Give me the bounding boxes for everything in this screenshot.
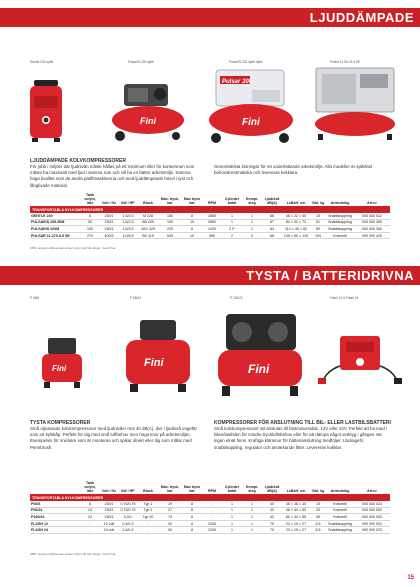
table-cell: 6 — [80, 213, 100, 219]
group-label: TRANSPORTABLA KYLKOMPRESSORER — [30, 207, 390, 213]
table-cell: Snabbkoppling — [326, 213, 354, 219]
table-cell: 4,0/5,5 — [118, 232, 138, 239]
model-cell: FLASH 12 — [30, 520, 80, 527]
table-cell: 230/1 — [100, 507, 118, 514]
table-cell: Kulventil — [326, 514, 354, 521]
table-cell: - — [80, 527, 100, 534]
model-cell: GENTLE 230 — [30, 213, 80, 219]
table-cell: - — [138, 520, 158, 527]
table-cell: 220 — [158, 226, 182, 233]
table-cell: - — [138, 527, 158, 534]
section-title: LJUDDÄMPADE — [309, 10, 414, 25]
gentle-compressor-image — [26, 76, 66, 146]
model-cell: P100/24 — [30, 514, 80, 521]
column-header: Cylinder antal — [222, 480, 242, 495]
table-cell: 1 — [222, 213, 242, 219]
svg-text:Fini: Fini — [248, 362, 270, 376]
table-cell: 30 — [158, 520, 182, 527]
table-cell: 230/1 — [100, 226, 118, 233]
table-cell: M 228 — [138, 213, 158, 219]
table-footnote: OBS: angiven luftleverans avser volym vid fritt utlopp, med 8 bar. — [30, 552, 117, 556]
table-cell: Typ 1 — [138, 501, 158, 507]
table-cell: 46 × 44 × 50 — [282, 507, 310, 514]
table-cell: 000 000 052 — [354, 507, 390, 514]
table-cell: 6 — [80, 501, 100, 507]
table-cell: 1,5/2,0 — [118, 213, 138, 219]
description-text: För jobb i miljöer där ljudnivån måste hållas på ett minimum eller för kontorsrum som måste ha maximalt med ljud i samma rum och vill ha en bättre arbetsmiljö. Samma höga kvalitet som de andra patiftmaskinerna och med ljuddämpande hövel i tyst och långlivade material. — [30, 164, 195, 188]
column-header: Max tryck bar — [182, 192, 202, 207]
table-cell: 2 — [242, 232, 262, 239]
table-cell: 1 — [222, 507, 242, 514]
column-header: Anslutning — [326, 480, 354, 495]
table-row — [30, 226, 390, 233]
table-cell: 24 — [80, 514, 100, 521]
table-cell: 2850 — [202, 213, 222, 219]
table-cell: 114 × 45 × 82 — [282, 226, 310, 233]
table-cell: 2250 — [202, 520, 222, 527]
table-cell: 8 — [182, 507, 202, 514]
column-header: Volt / Hz — [100, 480, 118, 495]
table-cell: 42 — [262, 514, 282, 521]
column-header: Art.nr — [354, 192, 390, 207]
table-cell: 1 — [222, 501, 242, 507]
svg-text:Fini: Fini — [242, 117, 260, 128]
description-text: Små oljeamade kolvkompressorer med ljudnivåer mot 40 dB(A), dvs i ljudnivå ungefär som ett kylskåp. Perfekt för dig med små luftbehov men höga krav på arbetsmiljön. Exempelvis för snickare som är monteras och spikar direkt eller dig som målar med Pennbrush. — [30, 426, 197, 450]
table-cell: 60 × 33 × 55 — [282, 514, 310, 521]
column-header: RPM — [202, 480, 222, 495]
table-cell: 19 — [158, 501, 182, 507]
table-cell: 100 — [80, 226, 100, 233]
table-cell: 1 — [242, 527, 262, 534]
description-title: LJUDDÄMPADE KOLVKOMPRESSORER — [30, 158, 126, 164]
table-cell: 40 — [262, 507, 282, 514]
table-cell: 64 — [262, 226, 282, 233]
column-header: RPM — [202, 192, 222, 207]
model-cell: PULSAR 11-270-5,5 SE — [30, 232, 80, 239]
p06-6-compressor-image — [32, 336, 92, 390]
column-header — [30, 192, 80, 207]
table-cell: 30 — [158, 527, 182, 534]
table-cell: 000 000 024 — [354, 501, 390, 507]
section-banner-ljuddampade — [0, 8, 420, 27]
table-cell: 8 — [182, 520, 202, 527]
table-row — [30, 219, 390, 226]
table-cell: Typ 20 — [138, 514, 158, 521]
flash-battery-compressor-image — [318, 326, 402, 386]
table-cell: 8,5 — [310, 527, 326, 534]
table-cell: 1 — [242, 501, 262, 507]
spec-table — [30, 192, 390, 239]
product-caption: Pulsar 11 510-5,5 SE — [330, 60, 361, 64]
table-cell: 950 — [202, 232, 222, 239]
column-header: Ljudnivå dB(A) — [262, 480, 282, 495]
table-cell: Kulventil — [326, 507, 354, 514]
table-cell: BK 119 — [138, 232, 158, 239]
column-header: Kompr. steg — [242, 480, 262, 495]
table-cell: 84 × 32 × 72 — [282, 219, 310, 226]
model-cell: P06/24 — [30, 507, 80, 514]
model-cell: PULSAR/S 220M — [30, 226, 80, 233]
table-row — [30, 232, 390, 239]
table-cell: 66 — [262, 213, 282, 219]
column-header: kW / HP — [118, 192, 138, 207]
table-cell: AB 205 — [138, 219, 158, 226]
description-text: Små kolvkompressorer att anslutas till fästmotorsidde. 12V eller 24V. Perfekt att ha med i bilen/lastbilen för mindre tryckluftsbehov eller för att dämpa något verktyg i gången när ingen elnät finns. Kraftiga klämmor för batterianslutning medföljer. Läckagefri, snabbkoppling, regulator och anvärkande fitter. Levereras kokklar. — [214, 426, 387, 450]
table-cell: 230/1 — [100, 501, 118, 507]
table-cell: 8 — [182, 213, 202, 219]
pulsar-11-compressor-image — [310, 66, 400, 142]
table-cell: Snabbkoppling — [326, 527, 354, 534]
table-cell: 40 — [262, 501, 282, 507]
table-cell: 135 × 60 × 120 — [283, 233, 309, 238]
column-header: Volt / Hz — [100, 192, 118, 207]
product-caption: Pulsar/S 220 dyfel — [128, 60, 154, 64]
svg-text:Fini: Fini — [140, 116, 156, 126]
table-cell: 8 — [182, 527, 202, 534]
table-cell: 50 — [80, 219, 100, 226]
column-header: Ljudnivå dB(A) — [262, 192, 282, 207]
table-header-row — [30, 192, 390, 207]
table-row — [30, 520, 390, 527]
spec-table — [30, 480, 390, 534]
description-title: KOMPRESSORER FÖR ANSLUTNING TILL BIL- ELLER LASTBILSBATTERI — [214, 420, 391, 426]
table-cell: 8,5 — [310, 520, 326, 527]
table-cell: 1 — [242, 219, 262, 226]
table-cell: 15 — [310, 213, 326, 219]
column-header: Tank volym, liter — [80, 480, 100, 495]
table-cell: 270 — [80, 232, 100, 239]
table-cell: 230/1 — [100, 213, 118, 219]
product-caption: Flash 12 & Flash 24 — [330, 296, 359, 300]
table-footnote: OBS: angiven luftleverans avser volym vid fritt utlopp, med 8 bar. — [30, 246, 117, 250]
table-cell: 150 — [158, 213, 182, 219]
table-cell: 1 — [222, 219, 242, 226]
table-cell: 38 × 38 × 35 — [282, 501, 310, 507]
column-header: Cylinder antal — [222, 192, 242, 207]
column-header: Max. tryck, bar — [158, 480, 182, 495]
table-cell: 000 000 012 — [354, 213, 390, 219]
table-cell: 74 — [158, 514, 182, 521]
description-text: Genomtänkta lösningar för ett underlättande arbetsmiljö. Alla modeller är självfast behovstreatmatiska och levereras kokklara. — [214, 164, 373, 176]
model-cell: PULSAR/S 205-50M — [30, 219, 80, 226]
group-label: TRANSPORTABLA KYLKOMPRESSORER — [30, 495, 390, 501]
table-cell: - — [202, 507, 222, 514]
svg-text:Fini: Fini — [52, 364, 67, 373]
table-cell: 1 — [242, 520, 262, 527]
table-cell: 0,4/0,3 — [118, 520, 138, 527]
table-cell: 8 — [182, 226, 202, 233]
table-cell: VAX 329 — [138, 226, 158, 233]
svg-text:Pulsar 300: Pulsar 300 — [222, 79, 253, 85]
table-cell: 1,5/2,5 — [118, 226, 138, 233]
pulsar-300-compressor-image — [206, 68, 296, 144]
table-cell: Kulventil — [326, 232, 354, 239]
table-cell: 23 × 19 × 27 — [282, 520, 310, 527]
p100-24-compressor-image — [212, 310, 308, 400]
column-header: Tank volym, liter — [80, 192, 100, 207]
table-cell: 1 — [242, 514, 262, 521]
table-cell: 10 — [310, 501, 326, 507]
column-header: Max tryck bar — [182, 480, 202, 495]
table-cell: 75 — [262, 527, 282, 534]
product-caption: P 06/24 — [130, 296, 141, 300]
table-cell: 12 volt — [100, 520, 118, 527]
table-row — [30, 527, 390, 534]
table-cell: 0,5/1 — [118, 514, 138, 521]
column-header: Vikt, kg — [310, 480, 326, 495]
column-header: Anslutning — [326, 192, 354, 207]
table-cell: 2850 — [202, 219, 222, 226]
table-cell: 0,75/0,75 — [118, 507, 138, 514]
model-cell: FLASH 24 — [30, 527, 80, 534]
table-cell: 23 × 19 × 27 — [282, 527, 310, 534]
table-cell: 1420 — [202, 226, 222, 233]
table-cell: 1 — [242, 507, 262, 514]
table-cell: 000 000 355 — [354, 226, 390, 233]
table-cell: 000 000 022 — [354, 520, 390, 527]
table-cell: 20 — [310, 507, 326, 514]
table-cell: 66 — [262, 232, 282, 239]
table-cell: 194 — [310, 232, 326, 239]
table-cell: 1 — [242, 226, 262, 233]
table-cell: 8 — [182, 514, 202, 521]
table-cell: 10 — [182, 219, 202, 226]
column-header — [30, 480, 80, 495]
table-cell: 8 — [182, 501, 202, 507]
section-title: TYSTA / BATTERIDRIVNA — [246, 268, 414, 283]
table-cell: 1 — [222, 527, 242, 534]
table-cell: 45 — [310, 514, 326, 521]
table-cell: 51 — [310, 219, 326, 226]
column-header: Max. tryck, bar — [158, 192, 182, 207]
column-header: kW / HP — [118, 480, 138, 495]
product-caption: Pulsar/S 220 dyfel dyfel — [229, 60, 263, 64]
table-cell: Kulventil — [326, 501, 354, 507]
table-cell: - — [80, 520, 100, 527]
table-cell: 24 — [80, 507, 100, 514]
column-header: Art.nr — [354, 480, 390, 495]
column-header: Kompr. steg — [242, 192, 262, 207]
table-cell: 46 × 22 × 45 — [282, 213, 310, 219]
p06-24-compressor-image — [118, 316, 198, 396]
svg-text:Fini: Fini — [144, 357, 164, 369]
table-cell: 10 — [182, 232, 202, 239]
description-title: TYSTA KOMPRESSORER — [30, 420, 91, 426]
column-header: LxBxH, cm — [282, 192, 310, 207]
table-cell: 000 000 053 — [354, 514, 390, 521]
table-cell: 230/1 — [100, 219, 118, 226]
table-cell: 24 volt — [100, 527, 118, 534]
column-header: LxBxH, cm — [282, 480, 310, 495]
table-cell: 2 P — [222, 226, 242, 233]
table-cell: - — [202, 514, 222, 521]
product-caption: Gentle 230 dyfel — [30, 60, 54, 64]
table-cell: 2250 — [202, 527, 222, 534]
product-caption: P 06/6 — [30, 296, 40, 300]
column-header: Block — [138, 480, 158, 495]
table-cell: 000 000 023 — [354, 527, 390, 534]
table-cell: Typ 1 — [138, 507, 158, 514]
table-cell: 1 — [222, 520, 242, 527]
product-caption: P 100/24 — [230, 296, 243, 300]
table-cell: 000 000 420 — [354, 232, 390, 239]
table-cell: Snabbkoppling — [326, 219, 354, 226]
table-cell: Snabbkoppling — [326, 226, 354, 233]
table-cell: Snabbkoppling — [326, 520, 354, 527]
table-cell: 1 — [222, 514, 242, 521]
table-cell: 1 — [242, 213, 262, 219]
table-cell: 27 — [158, 507, 182, 514]
table-cell: 230/1 — [100, 514, 118, 521]
table-cell: 1,5/2,5 — [118, 219, 138, 226]
column-header: Vikt, kg — [310, 192, 326, 207]
table-cell: 000 000 350 — [354, 219, 390, 226]
section-banner-tysta-batteridrivna — [0, 266, 420, 285]
table-cell: 75 — [262, 520, 282, 527]
table-cell: 545 — [158, 232, 182, 239]
table-row — [30, 507, 390, 514]
table-cell: 2 — [222, 232, 242, 239]
model-cell: P06/6 — [30, 501, 80, 507]
table-cell: 0,4/0,3 — [118, 527, 138, 534]
column-header: Block — [138, 192, 158, 207]
page-number: 15 — [407, 575, 414, 581]
table-cell: 195 — [158, 219, 182, 226]
table-row — [30, 514, 390, 521]
table-cell: 80 — [310, 226, 326, 233]
table-cell: 0,75/0,75 — [118, 501, 138, 507]
table-cell: 400/3 — [100, 232, 118, 239]
pulsar-220-compressor-image — [108, 80, 188, 142]
table-cell: - — [202, 501, 222, 507]
table-cell: 67 — [262, 219, 282, 226]
table-header-row — [30, 480, 390, 495]
